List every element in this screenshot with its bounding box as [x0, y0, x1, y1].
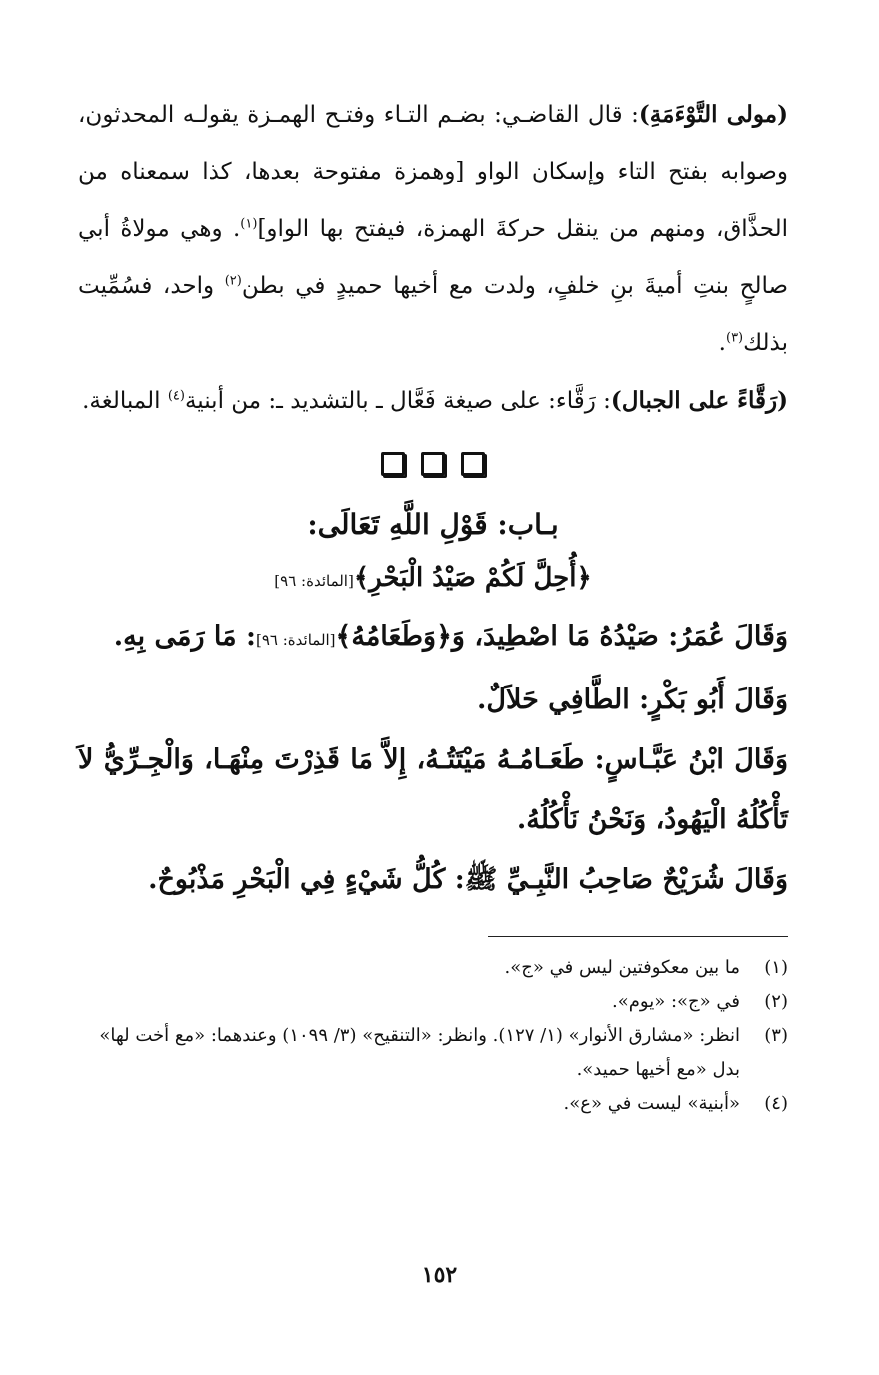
text: : رَقَّاء: على صيغة فَعَّال ـ بالتشديد ـ: من أبنية — [184, 388, 611, 414]
page-number: ١٥٢ — [421, 1262, 458, 1288]
text: . وهي مولاةُ أبي صالحٍ بنتِ أميةَ بنِ خلفٍ، ولدت مع أخيها حميدٍ في بطن — [78, 216, 788, 299]
footnote-text: في «ج»: «يوم». — [612, 991, 740, 1012]
verse-reference: [المائدة: ٩٦] — [255, 631, 336, 649]
footnote-divider — [488, 936, 788, 937]
text: : قال القاضـي: بضـم التـاء وفتـح الهمـزة يقولـه المحدثون، وصوابه بفتح التاء وإسكان الواو [وهمزة مفتوحة بعدها، كذا سمعناه من الحذَّاق، ومنهم من ينقل حركةَ الهمزة، فيفتح بها الواو] — [78, 102, 788, 242]
hadith-quote-1 — [78, 607, 788, 670]
text: . — [718, 330, 726, 356]
footnote-number: (٤) — [764, 1093, 788, 1114]
square-ornament-icon — [381, 452, 405, 476]
footnote-number: (٣) — [764, 1025, 788, 1046]
footnote-ref-2[interactable]: (٢) — [224, 273, 242, 289]
quote-text: : مَا رَمَى بِهِ. — [113, 621, 256, 652]
text: واحد، فسُمِّيت بذلك — [78, 273, 788, 356]
quote-text: وَقَالَ عُمَرُ: صَيْدُهُ مَا اصْطِيدَ، وَ﴿وَطَعَامُهُ﴾ — [335, 621, 788, 652]
commentary-paragraph-2 — [78, 372, 788, 430]
lemma: (مولى التَّوْءَمَةِ) — [638, 101, 788, 128]
section-separator — [78, 452, 788, 480]
verse-reference: [المائدة: ٩٦] — [274, 572, 354, 590]
footnote — [78, 951, 788, 985]
footnote — [78, 985, 788, 1019]
lemma: (رَقَّاءً على الجبال) — [610, 387, 788, 414]
verse-text: ﴿أُحِلَّ لَكُمْ صَيْدُ الْبَحْرِ﴾ — [353, 563, 592, 593]
footnote-ref-1[interactable]: (١) — [240, 216, 258, 232]
text: المبالغة. — [82, 388, 168, 414]
hadith-quote-4: وَقَالَ شُرَيْحٌ صَاحِبُ النَّبِـيِّ ﷺ: كُلُّ شَيْءٍ فِي الْبَحْرِ مَذْبُوحٌ. — [148, 864, 788, 895]
footnote-ref-4[interactable]: (٤) — [167, 388, 185, 404]
hadith-quote-3: وَقَالَ ابْنُ عَبَّـاسٍ: طَعَـامُـهُ مَيْتَتُـهُ، إِلاَّ مَا قَذِرْتَ مِنْهَـا، وَالْجِـرِّيُّ لاَ تَأْكُلُهُ الْيَهُودُ، وَنَحْنُ نَأْكُلُهُ. — [78, 744, 788, 835]
page-content — [78, 86, 788, 1121]
footnote-text: ما بين معكوفتين ليس في «ج». — [504, 957, 740, 978]
footnote — [78, 1019, 788, 1087]
footnote-number: (١) — [764, 957, 788, 978]
square-ornament-icon — [461, 452, 485, 476]
footnote-number: (٢) — [764, 991, 788, 1012]
footnote — [78, 1087, 788, 1121]
footnote-text: «أبنية» ليست في «ع». — [563, 1093, 740, 1114]
footnote-text: انظر: «مشارق الأنوار» (١/ ١٢٧). وانظر: «التنقيح» (٣/ ١٠٩٩) وعندهما: «مع أخت لها» بدل «مع أخيها حميد». — [99, 1025, 740, 1080]
quran-verse — [78, 552, 788, 607]
footnote-ref-3[interactable]: (٣) — [725, 330, 744, 346]
commentary-paragraph-1 — [78, 86, 788, 372]
hadith-quote-2: وَقَالَ أَبُو بَكْرٍ: الطَّافِي حَلاَلٌ. — [477, 684, 788, 715]
square-ornament-icon — [421, 452, 445, 476]
chapter-heading: بـاب: قَوْلِ اللَّهِ تَعَالَى: — [307, 508, 559, 541]
